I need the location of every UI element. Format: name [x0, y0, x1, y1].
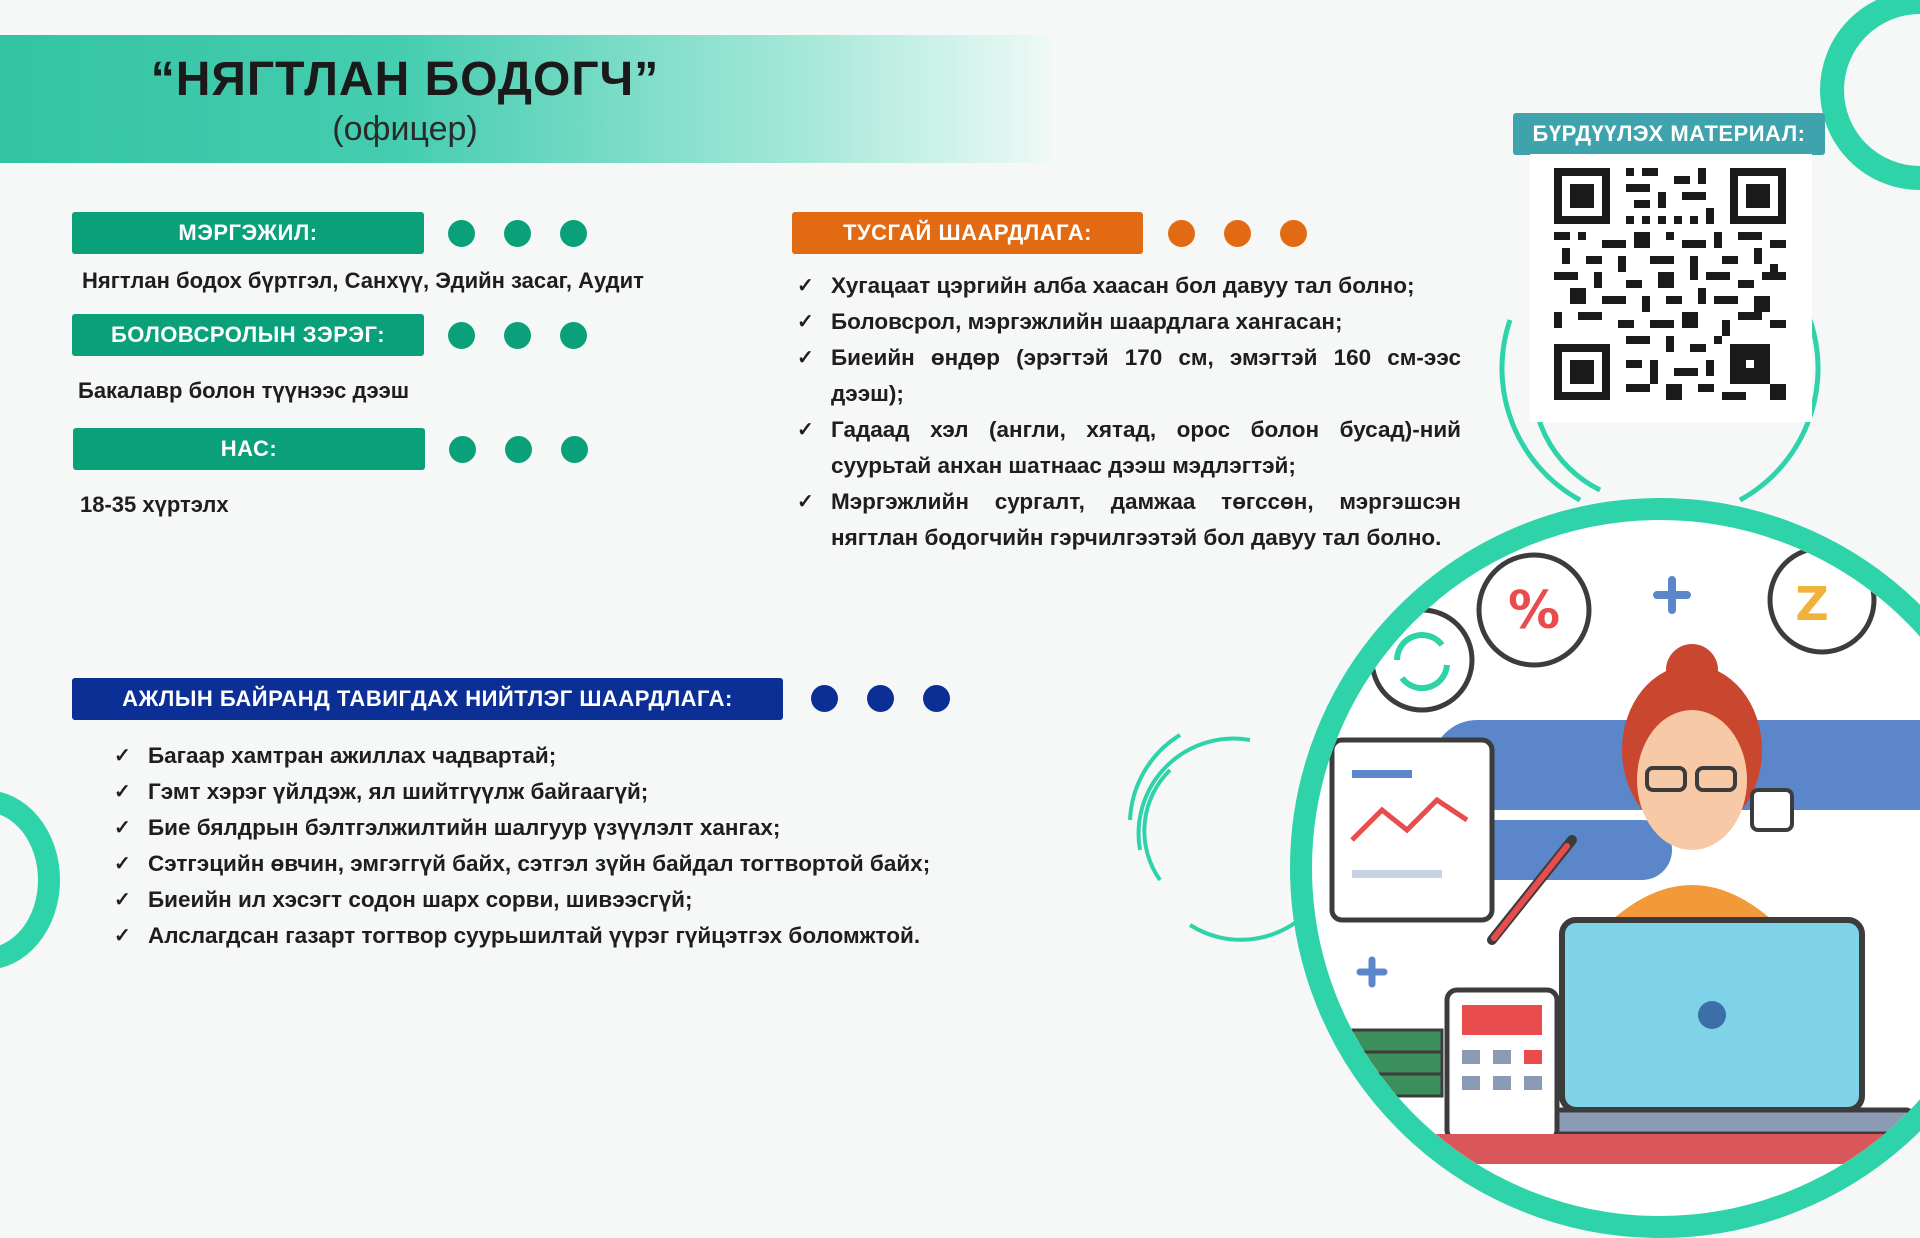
list-item: ✓ Гэмт хэрэг үйлдэж, ял шийтгүүлж байгаагүй;	[114, 774, 934, 810]
special-requirements-list	[797, 268, 1461, 556]
coffee-cup-icon	[1752, 790, 1792, 830]
list-item: ✓ Мэргэжлийн сургалт, дамжаа төгссөн, мэргэшсэн нягтлан бодогчийн гэрчилгээтэй бол давуу тал болно.	[797, 484, 1461, 556]
education-value: Бакалавр болон түүнээс дээш	[78, 378, 410, 403]
dot	[811, 685, 838, 712]
list-item: ✓ Бие бялдрын бэлтгэлжилтийн шалгуур үзүүлэлт хангах;	[114, 810, 934, 846]
dot	[1168, 220, 1195, 247]
age-value: 18-35 хүртэлх	[80, 492, 229, 517]
education-dots	[448, 322, 587, 349]
check-icon: ✓	[114, 817, 131, 839]
dot	[560, 220, 587, 247]
list-item: ✓ Сэтгэцийн өвчин, эмгэггүй байх, сэтгэл зүйн байдал тогтвортой байх;	[114, 846, 934, 882]
dot	[923, 685, 950, 712]
check-icon: ✓	[797, 311, 814, 333]
profession-value: Нягтлан бодох бүртгэл, Санхүү, Эдийн засаг, Аудит	[82, 268, 644, 293]
profession-dots	[448, 220, 587, 247]
check-icon: ✓	[797, 347, 814, 369]
qr-code[interactable]	[1554, 168, 1786, 400]
left-edge-ring	[0, 790, 60, 970]
check-icon: ✓	[797, 275, 814, 297]
accountant-illustration	[1312, 520, 1920, 1220]
special-requirements-label: ТУСГАЙ ШААРДЛАГА:	[792, 212, 1143, 254]
check-icon: ✓	[114, 745, 131, 767]
general-requirements-label: АЖЛЫН БАЙРАНД ТАВИГДАХ НИЙТЛЭГ ШААРДЛАГА:	[72, 678, 783, 720]
age-dots	[449, 436, 588, 463]
check-icon: ✓	[797, 491, 814, 513]
education-label: БОЛОВСРОЛЫН ЗЭРЭГ:	[72, 314, 424, 356]
special-dots	[1168, 220, 1307, 247]
svg-text:Z: Z	[1795, 577, 1829, 631]
profession-label: МЭРГЭЖИЛ:	[72, 212, 424, 254]
illustration-ring	[1290, 498, 1920, 1238]
dot	[1224, 220, 1251, 247]
list-item: ✓ Боловсрол, мэргэжлийн шаардлага хангасан;	[797, 304, 1461, 340]
dot	[1280, 220, 1307, 247]
general-requirements-list	[114, 738, 934, 954]
dot	[505, 436, 532, 463]
check-icon: ✓	[114, 781, 131, 803]
dot	[448, 322, 475, 349]
dot	[504, 220, 531, 247]
percent-icon	[1479, 555, 1589, 665]
list-item: ✓ Гадаад хэл (англи, хятад, орос болон бусад)-ний суурьтай анхан шатнаас дээш мэдлэгтэй;	[797, 412, 1461, 484]
zzz-icon	[1770, 548, 1874, 652]
dot	[867, 685, 894, 712]
refresh-icon	[1372, 610, 1472, 710]
top-right-ring	[1820, 0, 1920, 190]
svg-text:%: %	[1507, 581, 1561, 641]
page-subtitle: (офицер)	[332, 110, 478, 148]
calculator-icon	[1447, 990, 1557, 1140]
list-item: ✓ Биеийн ил хэсэгт содон шарх сорви, шивээсгүй;	[114, 882, 934, 918]
materials-label: БҮРДҮҮЛЭХ МАТЕРИАЛ:	[1513, 113, 1825, 155]
list-item: ✓ Хугацаат цэргийн алба хаасан бол давуу тал болно;	[797, 268, 1461, 304]
laptop-icon	[1512, 920, 1912, 1134]
list-item: ✓ Биеийн өндөр (эрэгтэй 170 см, эмэгтэй 160 см-ээс дээш);	[797, 340, 1461, 412]
dot	[448, 220, 475, 247]
general-dots	[811, 685, 950, 712]
check-icon: ✓	[114, 889, 131, 911]
list-item: ✓ Багаар хамтран ажиллах чадвартай;	[114, 738, 934, 774]
dot	[449, 436, 476, 463]
age-label: НАС:	[73, 428, 425, 470]
check-icon: ✓	[797, 419, 814, 441]
page-title: “НЯГТЛАН БОДОГЧ”	[150, 53, 660, 106]
list-item: ✓ Алслагдсан газарт тогтвор суурьшилтай үүрэг гүйцэтгэх боломжтой.	[114, 918, 934, 954]
chart-document-icon	[1332, 740, 1492, 920]
check-icon: ✓	[114, 925, 131, 947]
dot	[560, 322, 587, 349]
check-icon: ✓	[114, 853, 131, 875]
dot	[561, 436, 588, 463]
dot	[504, 322, 531, 349]
